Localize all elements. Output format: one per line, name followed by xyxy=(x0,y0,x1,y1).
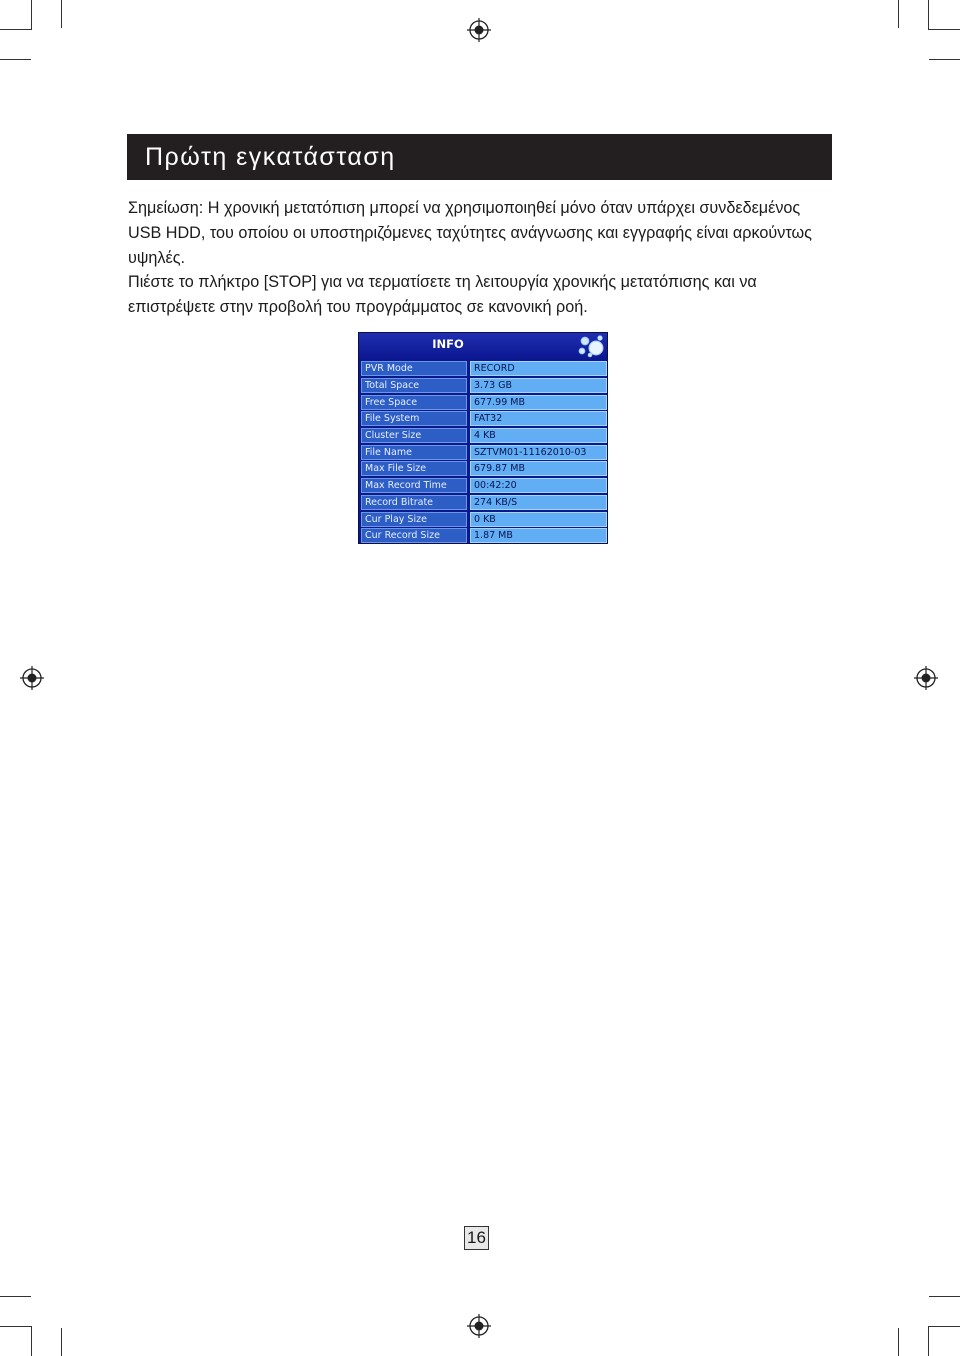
info-label: Max Record Time xyxy=(361,478,467,493)
bubbles-icon xyxy=(574,335,604,359)
info-value: 0 KB xyxy=(470,512,607,527)
info-value: 274 KB/S xyxy=(470,495,607,510)
info-label: File Name xyxy=(361,445,467,460)
info-value: FAT32 xyxy=(470,411,607,426)
crop-mark-top-right-v xyxy=(898,0,899,28)
registration-mark-left-icon xyxy=(20,666,44,690)
stop-instruction-line-1: Πιέστε το πλήκτρο [STOP] για να τερματίσετε τη λειτουργία χρονικής μετατόπισης και να xyxy=(128,273,757,291)
info-value: SZTVM01-11162010-03 xyxy=(470,445,607,460)
info-value: RECORD xyxy=(470,361,607,376)
registration-mark-bottom-icon xyxy=(467,1314,491,1338)
info-label: Cluster Size xyxy=(361,428,467,443)
info-panel xyxy=(358,332,608,544)
info-panel-title: INFO xyxy=(432,337,464,351)
info-value: 4 KB xyxy=(470,428,607,443)
crop-mark-top-left-v xyxy=(61,0,62,28)
note-line-3: υψηλές. xyxy=(128,249,186,267)
crop-mark-top-right-v2 xyxy=(928,0,929,30)
crop-mark-top-right-h2 xyxy=(928,29,960,30)
crop-mark-bottom-right-v xyxy=(898,1328,899,1356)
info-row-total-space xyxy=(361,378,606,393)
info-row-free-space xyxy=(361,395,606,410)
note-line-1: Σημείωση: Η χρονική μετατόπιση μπορεί να χρησιμοποιηθεί μόνο όταν υπάρχει συνδεδεμένος xyxy=(128,199,801,217)
info-row-max-record-time xyxy=(361,478,606,493)
crop-mark-top-left-h xyxy=(0,59,31,60)
crop-mark-top-right-h xyxy=(929,59,960,60)
crop-mark-bottom-right-h2 xyxy=(928,1326,960,1327)
info-panel-header xyxy=(359,333,607,360)
info-label: PVR Mode xyxy=(361,361,467,376)
info-value: 00:42:20 xyxy=(470,478,607,493)
registration-mark-right-icon xyxy=(914,666,938,690)
crop-mark-top-left-h2 xyxy=(0,29,32,30)
info-label: File System xyxy=(361,411,467,426)
info-label: Free Space xyxy=(361,395,467,410)
info-row-pvr-mode xyxy=(361,361,606,376)
section-title: Πρώτη εγκατάσταση xyxy=(145,143,396,171)
info-label: Max File Size xyxy=(361,461,467,476)
info-value: 3.73 GB xyxy=(470,378,607,393)
page-number: 16 xyxy=(464,1226,489,1250)
info-label: Cur Record Size xyxy=(361,528,467,543)
info-label: Cur Play Size xyxy=(361,512,467,527)
info-label: Record Bitrate xyxy=(361,495,467,510)
info-row-cluster-size xyxy=(361,428,606,443)
info-label: Total Space xyxy=(361,378,467,393)
info-value: 1.87 MB xyxy=(470,528,607,543)
info-value: 677.99 MB xyxy=(470,395,607,410)
crop-mark-top-left-v2 xyxy=(31,0,32,30)
info-row-cur-record-size xyxy=(361,528,606,543)
section-header-bar xyxy=(127,134,832,180)
info-row-max-file-size xyxy=(361,461,606,476)
crop-mark-bottom-left-h xyxy=(0,1296,31,1297)
crop-mark-bottom-right-v2 xyxy=(928,1326,929,1356)
note-line-2: USB HDD, του οποίου οι υποστηριζόμενες ταχύτητες ανάγνωσης και εγγραφής είναι αρκούντως xyxy=(128,224,812,242)
info-row-file-name xyxy=(361,445,606,460)
info-value: 679.87 MB xyxy=(470,461,607,476)
crop-mark-bottom-left-v2 xyxy=(31,1326,32,1356)
crop-mark-bottom-left-h2 xyxy=(0,1326,32,1327)
crop-mark-bottom-left-v xyxy=(61,1328,62,1356)
info-row-file-system xyxy=(361,411,606,426)
info-row-cur-play-size xyxy=(361,512,606,527)
info-row-record-bitrate xyxy=(361,495,606,510)
stop-instruction-line-2: επιστρέψετε στην προβολή του προγράμματος σε κανονική ροή. xyxy=(128,298,588,316)
crop-mark-bottom-right-h xyxy=(929,1296,960,1297)
registration-mark-top-icon xyxy=(467,18,491,42)
